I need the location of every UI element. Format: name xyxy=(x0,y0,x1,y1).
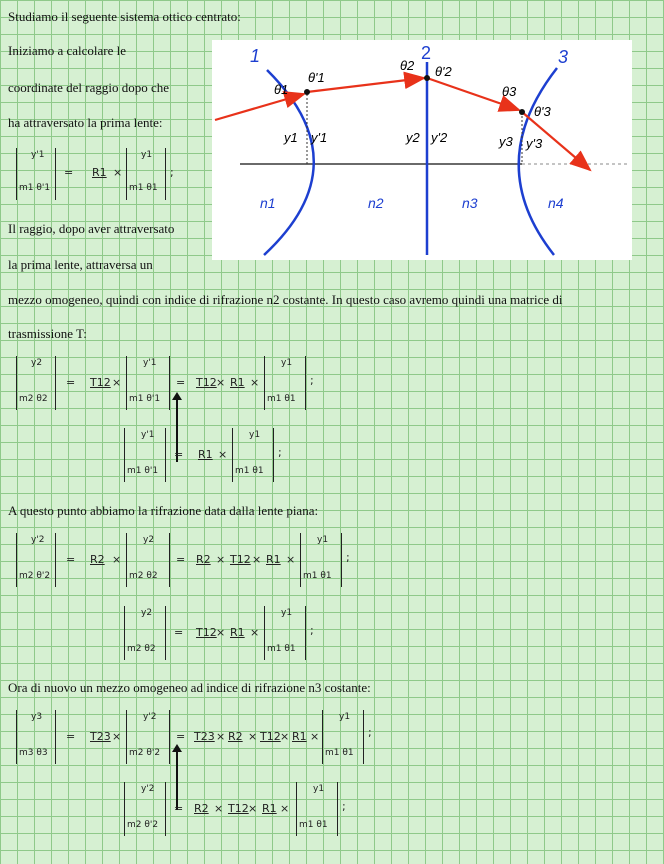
theta3p-label: θ'3 xyxy=(534,104,551,119)
paragraph-3: A questo punto abbiamo la rifrazione data dalla lente piana: xyxy=(8,503,319,518)
intro-text: Studiamo il seguente sistema ottico centrato: xyxy=(8,9,241,24)
equation-6: y3 m3 θ3 = T23 × y'2 m2 θ'2 = T23 × R2 × T12 × R1 × y1 m1 θ1 ; xyxy=(16,710,396,768)
paragraph-2c: mezzo omogeneo, quindi con indice di rifrazione n2 costante. In questo caso avremo quindi una matrice di xyxy=(8,292,563,307)
equation-7: y'2 m2 θ'2 = R2 × T12 × R1 × y1 m1 θ1 ; xyxy=(124,782,364,838)
y2-label: y2 xyxy=(406,130,420,145)
substitution-arrow-2-head xyxy=(172,744,182,752)
paragraph-2b: la prima lente, attraversa un xyxy=(8,257,153,272)
paragraph-1b: coordinate del raggio dopo che xyxy=(8,80,169,95)
y3-label: y3 xyxy=(499,134,513,149)
lens-3-label: 3 xyxy=(558,47,569,67)
paragraph-4: Ora di nuovo un mezzo omogeneo ad indice di rifrazione n3 costante: xyxy=(8,680,371,695)
y3p-label: y'3 xyxy=(526,136,543,151)
theta2-label: θ2 xyxy=(400,58,415,73)
vector-y1: y1 m1 θ1 xyxy=(126,148,166,200)
n2-label: n2 xyxy=(368,195,384,211)
theta1p-label: θ'1 xyxy=(308,70,325,85)
equation-1: y'1 m1 θ'1 = R1 × y1 m1 θ1 ; xyxy=(16,148,186,202)
equation-5: y2 m2 θ2 = T12 × R1 × y1 m1 θ1 ; xyxy=(124,606,344,662)
n1-label: n1 xyxy=(260,195,276,211)
optical-system-diagram xyxy=(212,40,632,260)
lens-3-surface xyxy=(519,68,557,255)
paragraph-1a: Iniziamo a calcolare le xyxy=(8,43,127,58)
equation-4: y'2 m2 θ'2 = R2 × y2 m2 θ2 = R2 × T12 × R1 × y1 m1 θ1 ; xyxy=(16,533,376,591)
equation-2: y2 m2 θ2 = T12 × y'1 m1 θ'1 = T12 × R1 × y1 m1 θ1 ; xyxy=(16,356,346,414)
substitution-arrow-1-head xyxy=(172,392,182,400)
theta1-label: θ1 xyxy=(274,82,289,97)
theta2p-label: θ'2 xyxy=(435,64,452,79)
vector-y1p: y'1 m1 θ'1 xyxy=(16,148,56,200)
theta3-label: θ3 xyxy=(502,84,517,99)
lens-1-label: 1 xyxy=(250,46,261,66)
ray-segment-1 xyxy=(215,94,304,120)
equation-3: y'1 m1 θ'1 = R1 × y1 m1 θ1 ; xyxy=(124,428,294,484)
lens-2-label: 2 xyxy=(421,43,432,63)
incidence-point-1 xyxy=(304,89,310,95)
incidence-point-3 xyxy=(519,109,525,115)
paragraph-1c: ha attraversato la prima lente: xyxy=(8,115,163,130)
y2p-label: y'2 xyxy=(431,130,448,145)
incidence-point-2 xyxy=(424,75,430,81)
y1-label: y1 xyxy=(284,130,298,145)
n4-label: n4 xyxy=(548,195,564,211)
paragraph-2a: Il raggio, dopo aver attraversato xyxy=(8,221,175,236)
n3-label: n3 xyxy=(462,195,478,211)
y1p-label: y'1 xyxy=(311,130,328,145)
paragraph-2d: trasmissione T: xyxy=(8,326,87,341)
